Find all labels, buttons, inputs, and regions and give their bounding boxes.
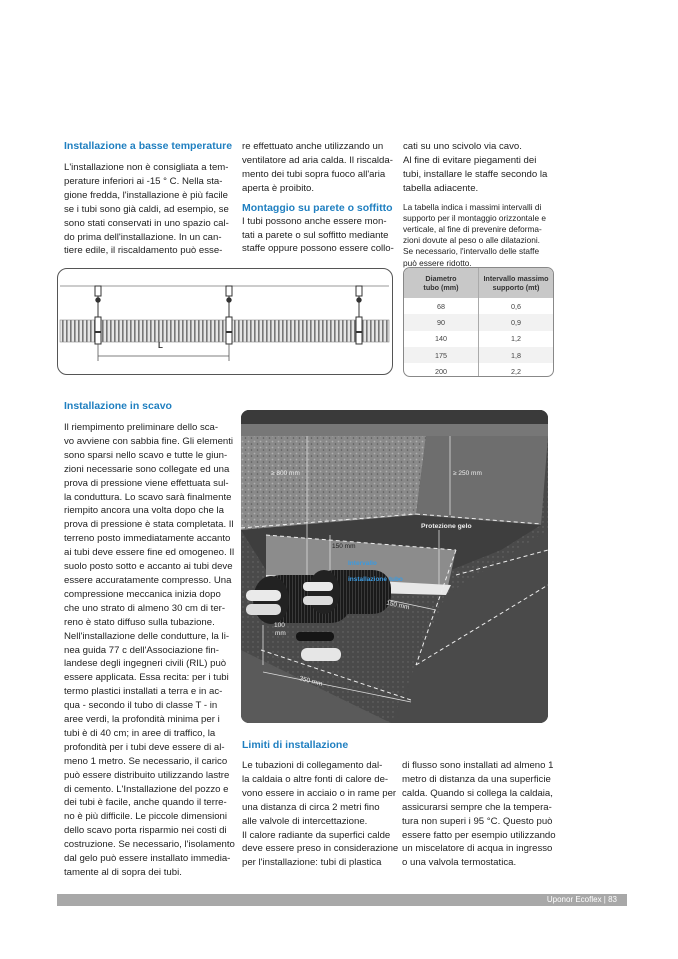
label-pipe-installation: installazione tubo [348,576,403,583]
text-line: sono sparsi nello scavo e tutte le giun- [64,449,228,461]
trench-illustration [241,410,548,723]
bracket-spacing-diagram [57,268,393,375]
text-line: costruzione. Se necessario, l'isolamento [64,839,235,851]
text-line: essere accuratamente compresso. Una [64,574,232,586]
paragraph-low-temperature [64,161,234,258]
header-interval: Intervallo massimo supporto (mt) [479,268,554,298]
text-line: vono essere in acciaio o in rame per [242,787,397,799]
text-line: supporto per il montaggio orizzontale e [403,212,546,223]
cell-interval: 2,2 [511,366,521,376]
text-line: tabella adiacente. [403,182,479,194]
text-line: dal gelo può essere installato immedia- [64,853,231,865]
table-row [404,363,553,377]
text-line: re effettuato anche utilizzando un [242,141,384,152]
text-line: do prima dell'installazione. In un can- [64,231,222,243]
heading-trench-installation: Installazione in scavo [64,400,172,412]
text-line: mento dei tubi sopra fuoco all'aria [242,168,386,180]
label-bottom-gap-value: 100 [274,622,285,629]
section-brackets [403,140,573,269]
cell-diameter: 200 [404,363,479,377]
text-line: tamente al di sopra dei tubi. [64,867,182,878]
text-line: no è più difficile. Le piccole dimensioni [64,811,228,823]
cell-interval: 1,2 [511,334,521,344]
text-line: compressione meccanica inizia dopo [64,588,221,600]
text-line: se i tubi sono già caldi, ad esempio, se [64,203,229,215]
header-diameter: Diametro tubo (mm) [404,268,479,298]
text-line: metro di distanza da una superficie [402,773,551,785]
table-row [404,314,553,330]
table-header-row [404,268,553,298]
text-line: deve essere preso in considerazione [242,843,399,855]
cell-interval: 0,6 [511,301,521,311]
text-line: Il riempimento preliminare dello sca- [64,422,219,433]
text-line: che uno strato di almeno 30 cm di ter- [64,602,226,614]
text-line: L'installazione non è consigliata a tem- [64,162,229,173]
text-line: cati su uno scivolo via cavo. [403,141,522,152]
text-line: può essere distribuito utilizzando lastre [64,769,230,781]
text-line: di flusso sono installati ad almeno 1 [402,760,554,771]
spacing-label: L [158,341,163,350]
text-line: Il calore radiante da superfici calde [242,829,391,841]
trench-cross-section-image [241,410,548,723]
text-line: di cemento. L'Installazione del pozzo e [64,783,229,795]
limits-columns [242,759,627,870]
text-line: un miscelatore di acqua in ingresso [402,843,553,855]
footer-page-label: Uponor Ecoflex | 83 [546,895,617,904]
text-line: suolo posto sotto e accanto ai tubi deve [64,561,233,573]
text-line: vo avviene con sabbia fine. Gli elementi [64,435,234,447]
text-line: gione fredda, l'installazione è più facile [64,189,228,201]
text-line: sono stati conservati in uno spazio cal- [64,217,229,229]
text-line: alle valvole di intercettazione. [242,815,368,827]
cell-interval: 0,9 [479,314,554,330]
label-bottom-gap-unit: mm [275,630,286,637]
text-line: qua - secondo il tubo di classe T - in [64,700,218,712]
footer-bar [57,894,627,906]
text-line: o una valvola termostatica. [402,857,517,869]
table-row [404,298,553,314]
text-line: Le tubazioni di collegamento dal- [242,760,383,771]
text-line: la conduttura. Lo scavo sarà finalmente [64,491,232,503]
text-line: Al fine di evitare piegamenti dei [403,154,537,166]
table-row [404,331,553,347]
text-line: può essere ridotto. [403,257,472,268]
label-depth-left: ≥ 800 mm [271,470,300,477]
section-low-temperature [64,139,234,258]
text-line: nea guida 77 c dell'Associazione fin- [64,644,219,656]
text-line: calda. Quando si collega la caldaia, [402,787,553,799]
label-width: 350 mm [298,675,323,688]
heading-installation-limits: Limiti di installazione [242,739,349,751]
label-side-gap: 150 mm [385,599,410,612]
section-trench-installation [64,399,239,880]
text-line: reno è stato diffuso sulla tubazione. [64,616,215,628]
text-line: una distanza di circa 2 metri fino [242,801,380,813]
text-line: I tubi possono anche essere mon- [242,215,387,227]
text-line: prova di pressione viene effettuata sul- [64,477,229,489]
text-line: tubi, installare le staffe secondo la [403,168,548,180]
heading-wall-mounting: Montaggio su parete o soffitto [242,201,393,214]
text-line: ai tubi deve essere fine ed omogeneo. Il [64,547,235,559]
text-line: tati a parete o sul soffitto mediante [242,229,389,241]
cell-interval: 1,8 [479,347,554,363]
text-line: La tabella indica i massimi intervalli di [403,201,542,212]
text-line: aperta è proibito. [242,182,314,194]
text-line: essere fatto per esempio utilizzando [402,829,556,841]
paragraph-brackets [403,140,573,196]
text-line: la caldaia o altre fonti di calore de- [242,773,389,785]
text-line: zioni dovute al peso o alle dilatazioni. [403,235,540,246]
paragraph-trench-installation [64,421,239,880]
text-line: profondità per i tubi deve essere di al- [64,741,225,753]
limits-column-1 [242,759,402,870]
limits-column-2 [402,759,572,870]
cell-diameter: 68 [404,298,479,314]
text-line: zioni necessarie sono collegate ed una [64,463,230,475]
text-line: Nell'installazione delle condutture, la li- [64,630,230,642]
label-top-gap: 150 mm [332,543,356,550]
text-line: prova di pressione è stata completata. Il [64,519,234,531]
text-line: perature inferiori ai -15 ° C. Nella sta- [64,175,223,187]
text-line: landese degli ingegneri civili (RIL) può [64,658,227,670]
text-line: per l'installazione: tubi di plastica [242,857,382,869]
label-interval: Intervallo [348,560,377,567]
text-line: aree verdi, la profondità minima per i [64,714,220,726]
text-line: tiere edile, il riscaldamento può esse- [64,245,223,257]
paragraph-continued [242,140,397,196]
section-installation-limits [242,738,627,870]
label-frost-protection: Protezione gelo [421,523,472,530]
cell-diameter: 90 [404,314,479,330]
heading-low-temperature: Installazione a basse temperature [64,140,233,152]
text-line: dello scavo porta risparmio nei costi di [64,825,227,837]
paragraph-wall-mounting [242,215,397,257]
text-line: tubi è di 40 cm; in aree di traffico, la [64,727,216,739]
text-line: staffe oppure possono essere collo- [242,243,394,255]
text-line: verticale, al fine di prevenire deforma- [403,224,542,235]
support-interval-table [403,267,554,377]
section-wall-mounting [242,140,397,256]
pipe-with-brackets-illustration [58,269,391,373]
label-depth-right: ≥ 250 mm [453,470,482,477]
text-line: terreno posto immediatamente accanto [64,533,231,545]
text-line: dei tubi è facile, anche quando il terre- [64,797,227,809]
text-line: assicurarsi sempre che la tempera- [402,801,552,813]
text-line: termo plastici installati a terra e in ac- [64,686,223,698]
text-line: Se necessario, l'intervallo delle staffe [403,246,540,257]
text-line: tura non superi i 95 °C. Questo può [402,815,553,827]
table-row [404,347,553,363]
text-line: meno 1 metro. Se necessario, il carico [64,755,228,767]
cell-diameter: 175 [404,347,479,363]
text-line: riempito ancora una volta dopo che la [64,505,224,517]
text-line: ventilatore ad aria calda. Il riscalda- [242,154,393,166]
cell-diameter: 140 [404,331,479,347]
text-line: essere applicata. Essa recita: per i tubi [64,672,229,684]
table-caption [403,202,573,269]
